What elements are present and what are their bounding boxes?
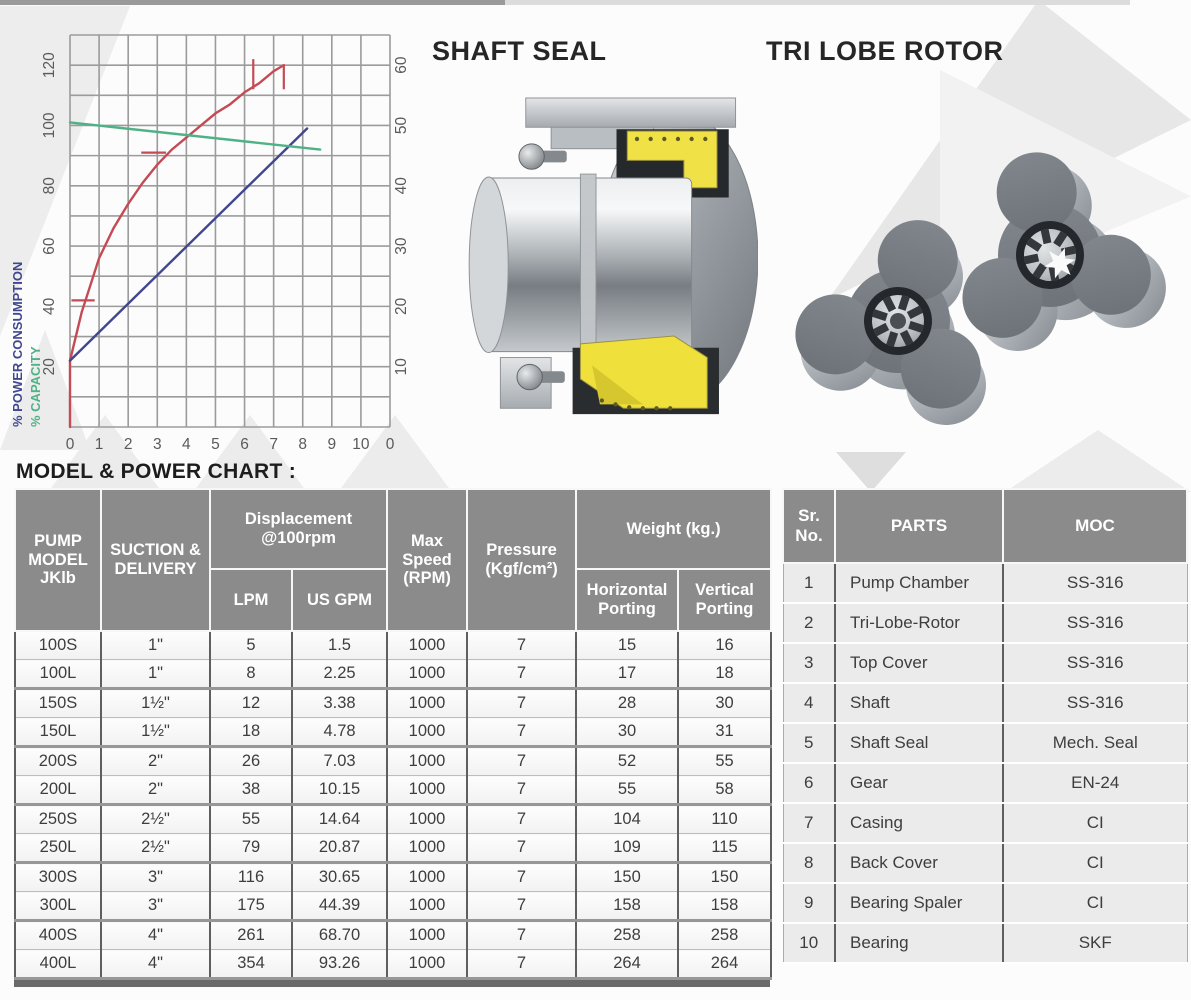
parts-table-cell: Gear xyxy=(835,763,1003,803)
model-table-header xyxy=(15,489,771,631)
model-table-row xyxy=(15,776,771,805)
parts-table-row xyxy=(783,603,1187,643)
model-table-cell: 7 xyxy=(467,631,576,660)
model-table-cell: 5 xyxy=(210,631,292,660)
model-table-row xyxy=(15,689,771,718)
parts-table-cell: SS-316 xyxy=(1003,643,1187,683)
chart-grid xyxy=(70,35,390,427)
model-table-cell: 354 xyxy=(210,950,292,979)
model-table-cell: 150L xyxy=(15,718,101,747)
model-table-cell: 7 xyxy=(467,689,576,718)
model-table-cell: 1½" xyxy=(101,689,210,718)
model-table-cell: 7 xyxy=(467,660,576,689)
model-table-cell: 300L xyxy=(15,892,101,921)
model-table-cell: 93.26 xyxy=(292,950,387,979)
parts-table-cell: SKF xyxy=(1003,923,1187,963)
chart-x-tick-label: 3 xyxy=(152,436,162,453)
model-table-cell: 150 xyxy=(678,863,771,892)
parts-table-cell: CI xyxy=(1003,883,1187,923)
parts-table-row xyxy=(783,643,1187,683)
model-table-cell: 1000 xyxy=(387,892,467,921)
parts-table-cell: SS-316 xyxy=(1003,683,1187,723)
chart-x-tick-label: 0 xyxy=(65,436,75,453)
parts-table-body xyxy=(783,563,1187,963)
model-table-cell: 7.03 xyxy=(292,747,387,776)
model-table-row xyxy=(15,805,771,834)
model-table-cell: 1.5 xyxy=(292,631,387,660)
parts-table-cell: Bearing xyxy=(835,923,1003,963)
chart-y-right-tick-label: 60 xyxy=(393,56,410,74)
parts-table-row xyxy=(783,683,1187,723)
model-table-cell: 7 xyxy=(467,805,576,834)
model-table-cell: 7 xyxy=(467,950,576,979)
model-table-cell: 7 xyxy=(467,718,576,747)
chart-series-capacity-line xyxy=(70,122,320,149)
model-table-cell: 7 xyxy=(467,834,576,863)
model-table-cell: 400S xyxy=(15,921,101,950)
model-table-cell: 2" xyxy=(101,776,210,805)
model-table-cell: 44.39 xyxy=(292,892,387,921)
parts-table-cell: 3 xyxy=(783,643,835,683)
model-table-cell: 110 xyxy=(678,805,771,834)
chart-x-tick-label: 5 xyxy=(211,436,220,453)
parts-table-row xyxy=(783,803,1187,843)
parts-table-cell: 1 xyxy=(783,563,835,603)
parts-table-cell: Tri-Lobe-Rotor xyxy=(835,603,1003,643)
chart-y-right-tick-label: 20 xyxy=(393,297,410,316)
parts-table-cell: 2 xyxy=(783,603,835,643)
model-table-cell: 150 xyxy=(576,863,678,892)
chart-y-left-tick-label: 60 xyxy=(41,237,58,255)
model-table-cell: 8 xyxy=(210,660,292,689)
model-table-cell: 2½" xyxy=(101,805,210,834)
parts-table-cell: Shaft xyxy=(835,683,1003,723)
model-table-cell: 28 xyxy=(576,689,678,718)
chart-x-tick-label: 2 xyxy=(123,436,133,453)
model-table-cell: 264 xyxy=(678,950,771,979)
model-table-row xyxy=(15,892,771,921)
col-header-vertical-porting: Vertical Porting xyxy=(678,569,771,631)
parts-table-cell: 4 xyxy=(783,683,835,723)
model-table-row xyxy=(15,660,771,689)
model-table-cell: 116 xyxy=(210,863,292,892)
model-table-cell: 1" xyxy=(101,660,210,689)
model-table-row xyxy=(15,921,771,950)
model-table-cell: 2" xyxy=(101,747,210,776)
col-header-suction-delivery: SUCTION & DELIVERY xyxy=(101,489,210,631)
model-power-chart-title: MODEL & POWER CHART : xyxy=(16,460,297,483)
model-table-cell: 30.65 xyxy=(292,863,387,892)
parts-table-cell: Casing xyxy=(835,803,1003,843)
chart-axis-title-power-consumption: % POWER CONSUMPTION xyxy=(10,261,25,427)
col-header-weight: Weight (kg.) xyxy=(576,489,771,569)
col-header-displacement: Displacement @100rpm xyxy=(210,489,387,569)
chart-x-tick-label: 1 xyxy=(94,436,104,453)
model-table-row xyxy=(15,834,771,863)
model-table-cell: 1000 xyxy=(387,747,467,776)
model-table-body xyxy=(15,631,771,979)
chart-y-left-tick-label: 40 xyxy=(41,297,58,316)
parts-table-cell: CI xyxy=(1003,803,1187,843)
model-table-cell: 1½" xyxy=(101,718,210,747)
parts-table-cell: Back Cover xyxy=(835,843,1003,883)
model-table-cell: 55 xyxy=(576,776,678,805)
model-table-cell: 7 xyxy=(467,863,576,892)
model-table-cell: 258 xyxy=(576,921,678,950)
tri-lobe-rotor-figure xyxy=(768,92,1188,469)
model-table-cell: 200L xyxy=(15,776,101,805)
model-table-cell: 104 xyxy=(576,805,678,834)
model-table-cell: 52 xyxy=(576,747,678,776)
model-table-cell: 4" xyxy=(101,921,210,950)
chart-x-tick-label: 7 xyxy=(269,436,278,453)
model-table-cell: 1000 xyxy=(387,631,467,660)
col-header-max-speed: Max Speed (RPM) xyxy=(387,489,467,631)
model-table-cell: 55 xyxy=(678,747,771,776)
chart-axis-title-capacity: % CAPACITY xyxy=(28,346,43,427)
chart-y-right-tick-label: 50 xyxy=(393,116,410,135)
parts-table-cell: EN-24 xyxy=(1003,763,1187,803)
model-table-cell: 200S xyxy=(15,747,101,776)
chart-x-tick-label: 4 xyxy=(182,436,191,453)
model-table-cell: 100S xyxy=(15,631,101,660)
chart-x-tick-label: 10 xyxy=(352,436,370,453)
model-table-cell: 3.38 xyxy=(292,689,387,718)
model-table-cell: 400L xyxy=(15,950,101,979)
col-header-pump-model: PUMP MODEL JKlb xyxy=(15,489,101,631)
parts-table-row xyxy=(783,883,1187,923)
model-table-cell: 4.78 xyxy=(292,718,387,747)
chart-y-left-tick-label: 100 xyxy=(41,112,58,139)
model-table-cell: 3" xyxy=(101,892,210,921)
chart-x-tick-label: 0 xyxy=(385,436,395,453)
model-table-cell: 2½" xyxy=(101,834,210,863)
parts-table-row xyxy=(783,563,1187,603)
model-table-row xyxy=(15,747,771,776)
model-table-cell: 18 xyxy=(678,660,771,689)
model-table-cell: 158 xyxy=(576,892,678,921)
model-table-cell: 175 xyxy=(210,892,292,921)
parts-table-cell: Shaft Seal xyxy=(835,723,1003,763)
model-table-cell: 258 xyxy=(678,921,771,950)
chart-y-left-tick-label: 20 xyxy=(41,358,58,376)
parts-table-cell: 8 xyxy=(783,843,835,883)
parts-table-cell: SS-316 xyxy=(1003,603,1187,643)
model-power-table xyxy=(14,488,772,980)
col-header-sr-no: Sr. No. xyxy=(783,489,835,563)
model-table-cell: 31 xyxy=(678,718,771,747)
col-header-us-gpm: US GPM xyxy=(292,569,387,631)
shaft-seal-figure xyxy=(436,70,758,451)
parts-table-cell: Pump Chamber xyxy=(835,563,1003,603)
parts-table-cell: Mech. Seal xyxy=(1003,723,1187,763)
chart-x-tick-label: 6 xyxy=(240,436,249,453)
model-table-cell: 12 xyxy=(210,689,292,718)
parts-table-row xyxy=(783,723,1187,763)
model-table-cell: 7 xyxy=(467,921,576,950)
model-table-cell: 30 xyxy=(678,689,771,718)
model-table-cell: 261 xyxy=(210,921,292,950)
model-table-cell: 1000 xyxy=(387,776,467,805)
model-table-cell: 26 xyxy=(210,747,292,776)
tri-lobe-rotor-title: TRI LOBE ROTOR xyxy=(766,36,1004,66)
model-table-cell: 300S xyxy=(15,863,101,892)
parts-table-cell: CI xyxy=(1003,843,1187,883)
model-table-cell: 250S xyxy=(15,805,101,834)
model-table-cell: 55 xyxy=(210,805,292,834)
parts-table-wrap xyxy=(782,488,1188,964)
page-top-strip xyxy=(0,0,505,5)
parts-table-header xyxy=(783,489,1187,563)
page-top-strip-light xyxy=(505,0,1130,5)
parts-table-cell: 7 xyxy=(783,803,835,843)
model-table-bottom-bar xyxy=(14,980,770,987)
parts-table-row xyxy=(783,923,1187,963)
model-table-cell: 10.15 xyxy=(292,776,387,805)
model-power-table-wrap xyxy=(14,488,772,987)
tri-lobe-rotor-image xyxy=(768,92,1188,464)
model-table-cell: 7 xyxy=(467,892,576,921)
model-table-cell: 79 xyxy=(210,834,292,863)
model-table-cell: 4" xyxy=(101,950,210,979)
col-header-parts: PARTS xyxy=(835,489,1003,563)
model-table-cell: 1000 xyxy=(387,834,467,863)
chart-y-right-tick-label: 40 xyxy=(393,177,410,195)
model-table-cell: 264 xyxy=(576,950,678,979)
col-header-pressure: Pressure (Kgf/cm²) xyxy=(467,489,576,631)
model-table-cell: 17 xyxy=(576,660,678,689)
model-table-cell: 14.64 xyxy=(292,805,387,834)
parts-table-cell: SS-316 xyxy=(1003,563,1187,603)
model-table-cell: 30 xyxy=(576,718,678,747)
model-table-cell: 150S xyxy=(15,689,101,718)
model-table-cell: 7 xyxy=(467,776,576,805)
parts-table-cell: 5 xyxy=(783,723,835,763)
chart-y-right-tick-label: 30 xyxy=(393,237,410,255)
chart-y-right-tick-label: 10 xyxy=(393,358,410,376)
parts-table-row xyxy=(783,843,1187,883)
chart-x-tick-label: 9 xyxy=(327,436,337,453)
model-table-cell: 20.87 xyxy=(292,834,387,863)
performance-chart xyxy=(8,18,440,466)
model-table-row xyxy=(15,631,771,660)
model-table-cell: 68.70 xyxy=(292,921,387,950)
model-table-cell: 250L xyxy=(15,834,101,863)
parts-moc-table xyxy=(782,488,1188,964)
model-table-row xyxy=(15,718,771,747)
col-header-horizontal-porting: Horizontal Porting xyxy=(576,569,678,631)
model-table-cell: 109 xyxy=(576,834,678,863)
model-table-cell: 115 xyxy=(678,834,771,863)
col-header-lpm: LPM xyxy=(210,569,292,631)
model-table-cell: 1000 xyxy=(387,718,467,747)
parts-table-cell: Top Cover xyxy=(835,643,1003,683)
model-table-cell: 158 xyxy=(678,892,771,921)
model-table-row xyxy=(15,863,771,892)
model-table-cell: 38 xyxy=(210,776,292,805)
parts-table-cell: Bearing Spaler xyxy=(835,883,1003,923)
chart-x-tick-label: 8 xyxy=(298,436,308,453)
model-table-cell: 1000 xyxy=(387,660,467,689)
shaft-seal-title: SHAFT SEAL xyxy=(432,36,607,66)
parts-table-cell: 10 xyxy=(783,923,835,963)
model-table-cell: 3" xyxy=(101,863,210,892)
model-table-cell: 18 xyxy=(210,718,292,747)
model-table-row xyxy=(15,950,771,979)
model-table-cell: 100L xyxy=(15,660,101,689)
model-table-cell: 1000 xyxy=(387,689,467,718)
model-table-cell: 15 xyxy=(576,631,678,660)
parts-table-cell: 9 xyxy=(783,883,835,923)
model-table-cell: 1000 xyxy=(387,950,467,979)
col-header-moc: MOC xyxy=(1003,489,1187,563)
model-table-cell: 16 xyxy=(678,631,771,660)
performance-chart-svg xyxy=(8,18,440,466)
model-table-cell: 7 xyxy=(467,747,576,776)
chart-y-left-tick-label: 80 xyxy=(41,177,58,195)
model-table-cell: 1000 xyxy=(387,805,467,834)
chart-y-left-tick-label: 120 xyxy=(41,52,58,79)
model-table-cell: 1" xyxy=(101,631,210,660)
model-table-cell: 1000 xyxy=(387,863,467,892)
model-table-cell: 1000 xyxy=(387,921,467,950)
parts-table-row xyxy=(783,763,1187,803)
model-table-cell: 2.25 xyxy=(292,660,387,689)
parts-table-cell: 6 xyxy=(783,763,835,803)
shaft-seal-image xyxy=(436,70,758,446)
model-table-cell: 58 xyxy=(678,776,771,805)
